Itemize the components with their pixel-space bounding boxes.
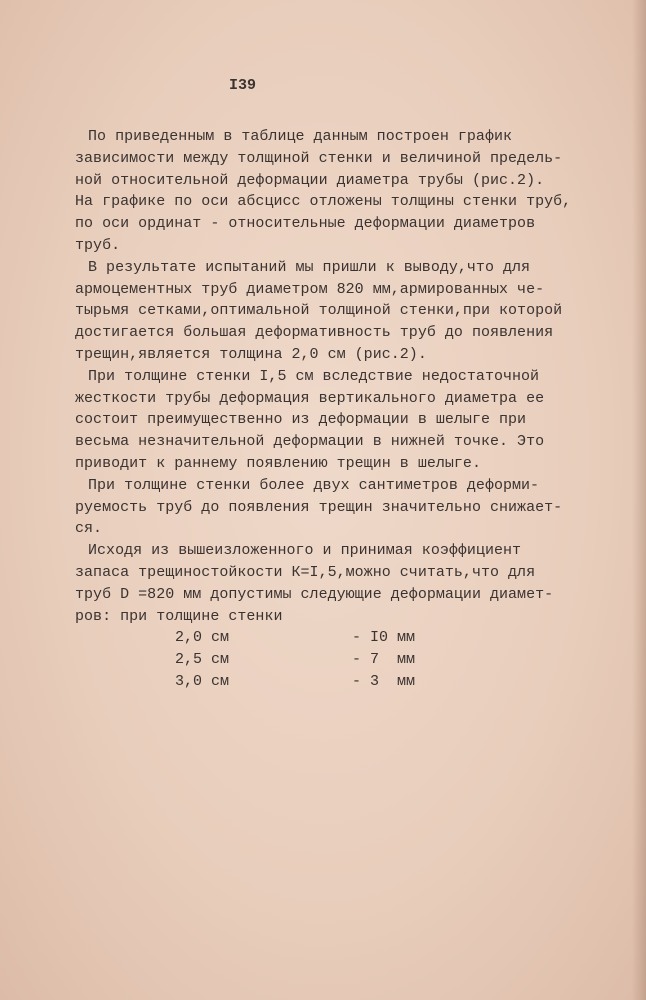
text-line: труб.: [75, 236, 121, 254]
text-line: зависимости между толщиной стенки и величиной предель-: [75, 149, 563, 167]
deformation-table: [75, 627, 595, 692]
paragraph: [75, 475, 595, 540]
text-line: армоцементных труб диаметром 820 мм,армированных че-: [75, 280, 545, 298]
text-line: состоит преимущественно из деформации в шелыге при: [75, 411, 527, 429]
text-line: тырьмя сетками,оптимальной толщиной стенки,при которой: [75, 302, 563, 320]
table-row: [75, 649, 595, 671]
text-line: руемость труб до появления трещин значительно снижает-: [75, 498, 563, 516]
allowed-deformation: - 7 мм: [352, 651, 416, 669]
text-line: весьма незначительной деформации в нижней точке. Это: [75, 433, 545, 451]
paragraph: [75, 257, 595, 366]
body-text: [75, 126, 595, 693]
text-line: Исходя из вышеизложенного и принимая коэффициент: [88, 542, 522, 560]
text-line: ной относительной деформации диаметра трубы (рис.2).: [75, 171, 545, 189]
text-line: При толщине стенки более двух сантиметров деформи-: [88, 476, 540, 494]
paragraph: [75, 126, 595, 257]
text-line: запаса трещиностойкости К=I,5,можно считать,что для: [75, 563, 536, 581]
text-line: труб D =820 мм допустимы следующие деформации диамет-: [75, 585, 554, 603]
text-line: При толщине стенки I,5 см вследствие недостаточной: [88, 367, 540, 385]
text-line: ров: при толщине стенки: [75, 607, 283, 625]
paragraph: [75, 366, 595, 475]
table-row: [75, 627, 595, 649]
text-line: жесткости трубы деформация вертикального диаметра ее: [75, 389, 545, 407]
text-line: трещин,является толщина 2,0 см (рис.2).: [75, 345, 427, 363]
text-line: по оси ординат - относительные деформации диаметров: [75, 215, 536, 233]
wall-thickness: 2,5 см: [175, 651, 230, 669]
wall-thickness: 2,0 см: [175, 629, 230, 647]
page-number: I39: [229, 77, 257, 94]
text-line: На графике по оси абсцисс отложены толщины стенки труб,: [75, 193, 572, 211]
allowed-deformation: - 3 мм: [352, 672, 416, 690]
paragraph: [75, 540, 595, 627]
text-line: ся.: [75, 520, 103, 538]
wall-thickness: 3,0 см: [175, 672, 230, 690]
text-line: приводит к раннему появлению трещин в шелыге.: [75, 454, 481, 472]
table-row: [75, 671, 595, 693]
text-line: По приведенным в таблице данным построен график: [88, 128, 513, 145]
text-line: достигается большая деформативность труб до появления: [75, 324, 554, 342]
page-edge-shadow: [632, 0, 646, 1000]
text-line: В результате испытаний мы пришли к выводу,что для: [88, 258, 531, 276]
allowed-deformation: - I0 мм: [352, 629, 416, 647]
